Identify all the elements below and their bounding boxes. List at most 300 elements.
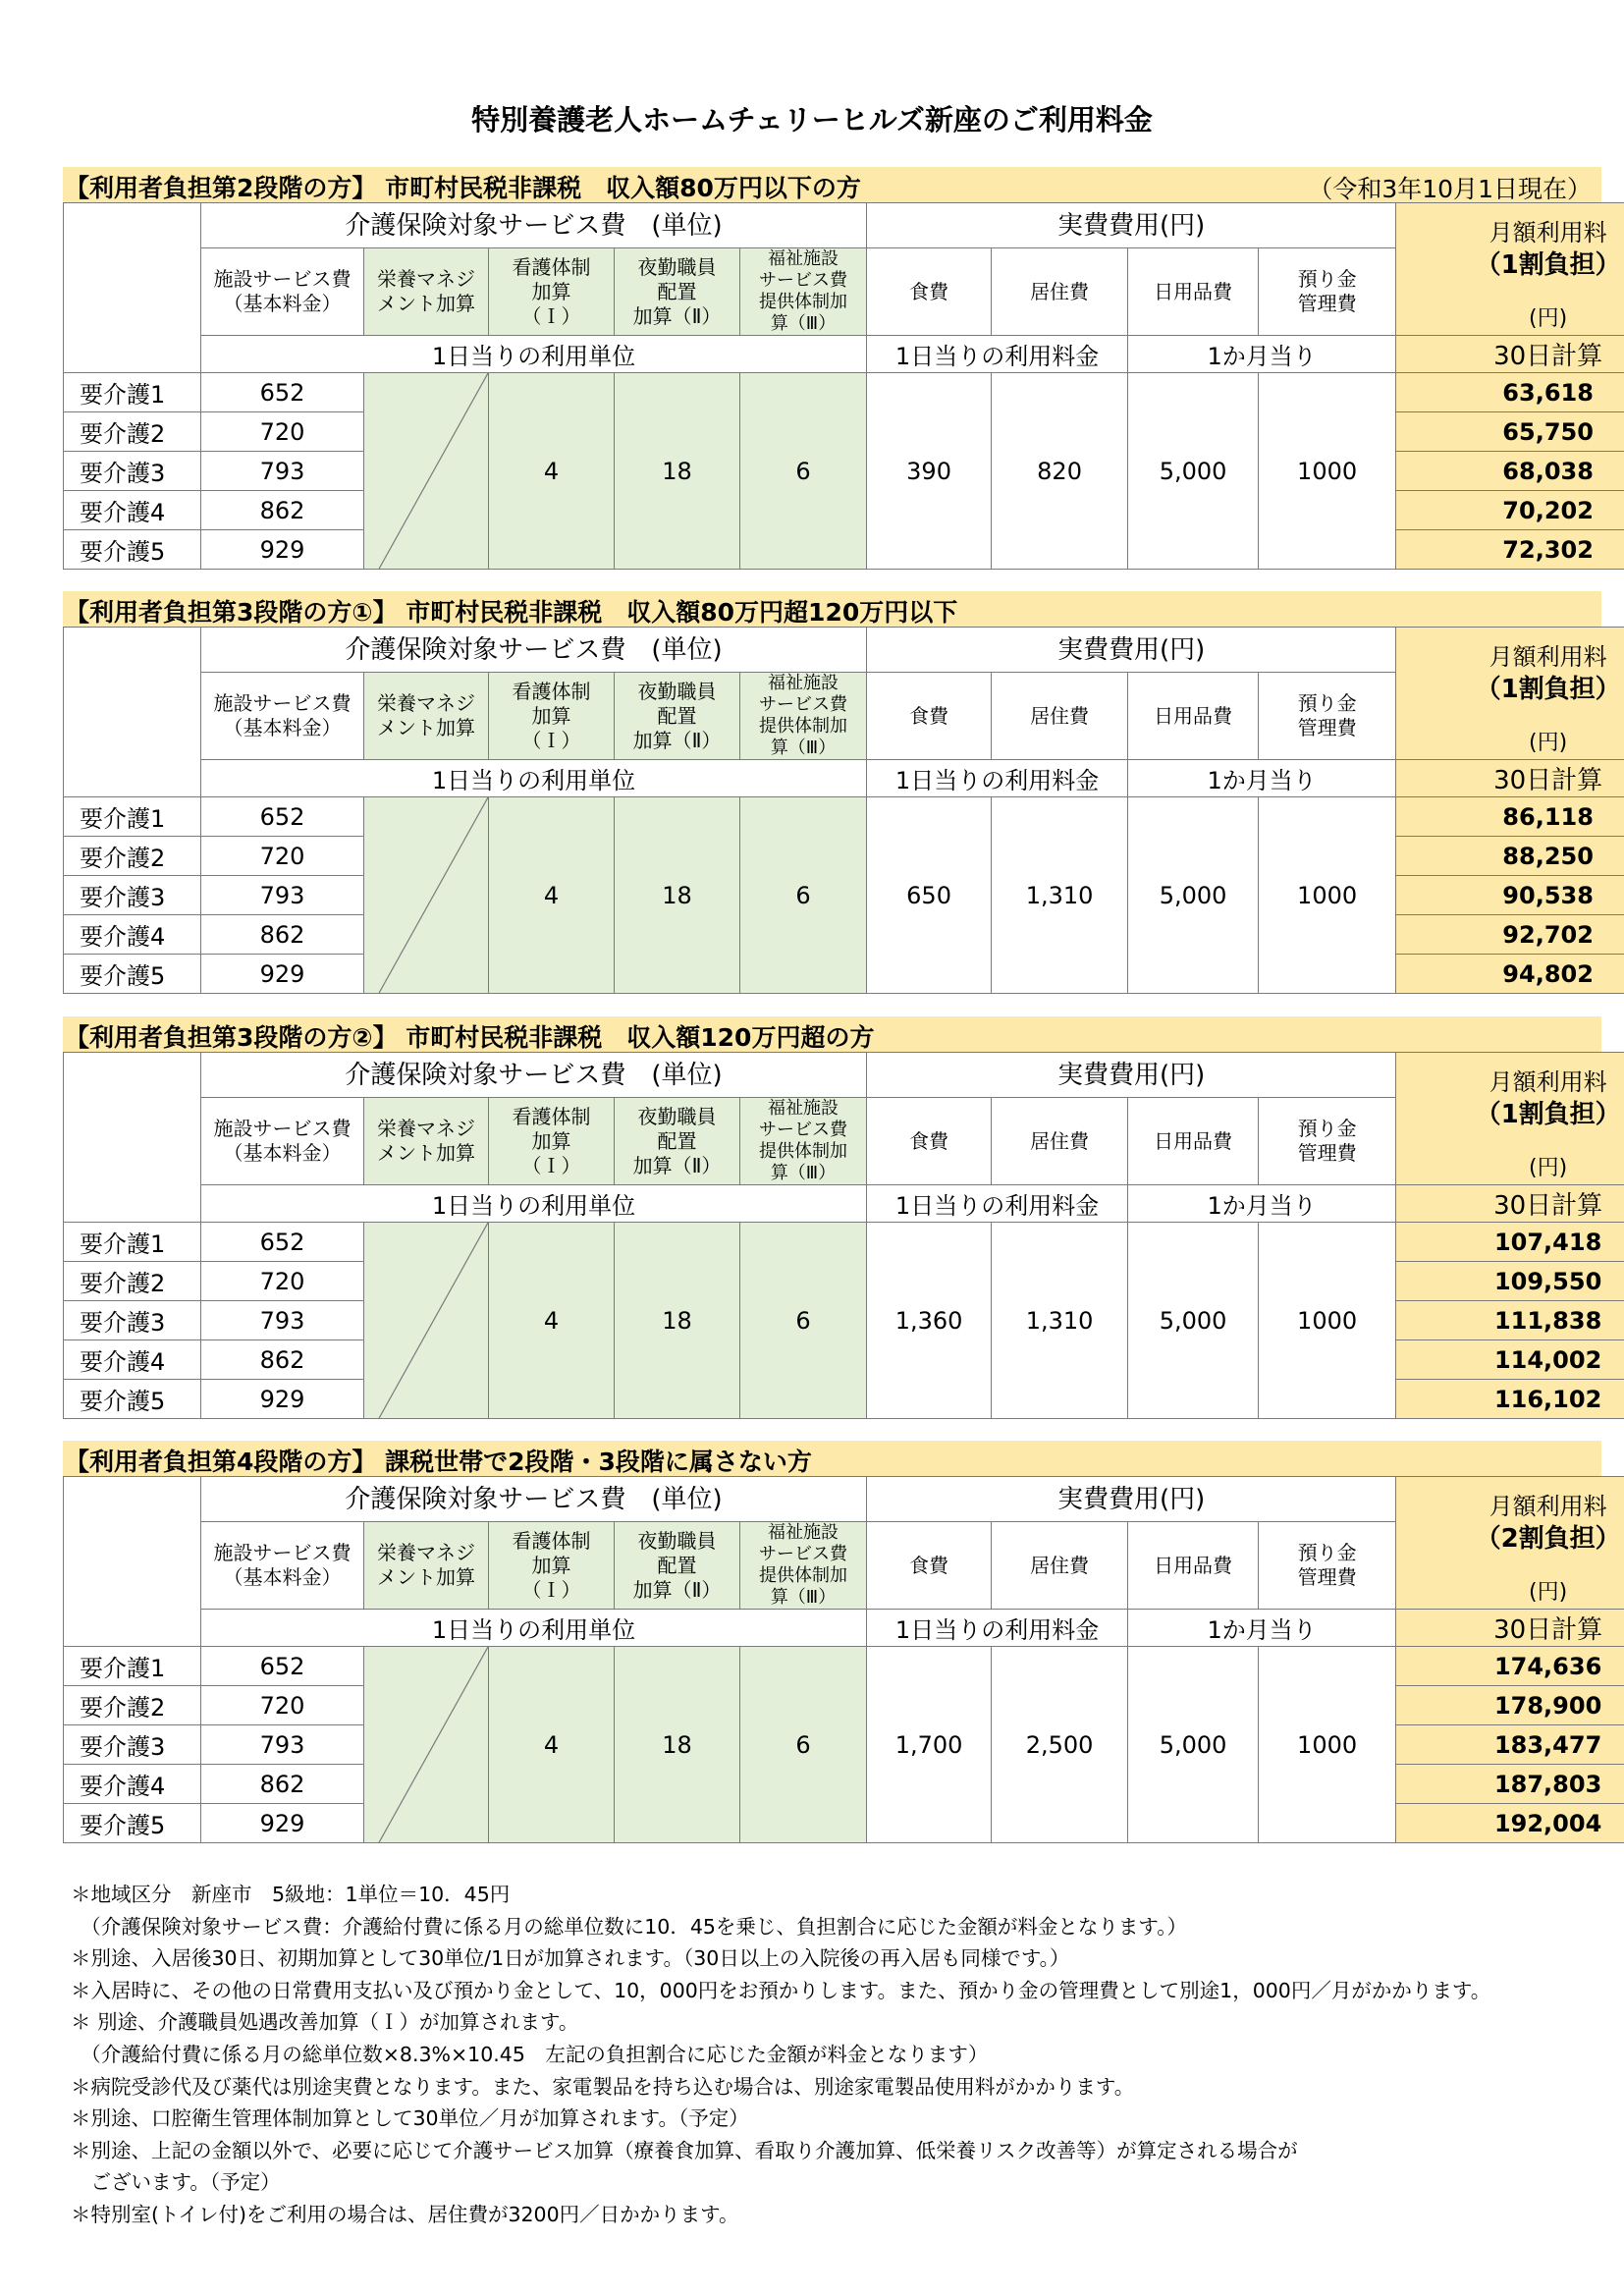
night-value: 18 (662, 881, 692, 909)
monthly-total (1396, 373, 1624, 412)
section-header-bar (63, 591, 1601, 627)
table-row (64, 797, 1624, 837)
daily-goods-fee (1128, 797, 1259, 994)
base-units-cell (201, 876, 364, 915)
care-level (64, 1380, 201, 1419)
burden-ratio: （1割負担） (1475, 1100, 1621, 1129)
col-facility-label: 施設サービス費 (213, 267, 352, 291)
food-fee (867, 797, 992, 994)
base-units-cell (201, 1223, 364, 1262)
care-level (64, 1765, 201, 1804)
col-food-label: 食費 (909, 703, 949, 728)
section-header-bar (63, 1016, 1601, 1052)
col-facility-service (201, 673, 364, 760)
per-day-fee-label: 1日当りの利用料金 (894, 1616, 1100, 1644)
col-food (867, 1098, 992, 1185)
col-daily-goods (1128, 1098, 1259, 1185)
residence-fee (992, 797, 1128, 994)
per-month-label: 1か月当り (1207, 1192, 1317, 1220)
welfare-units (740, 373, 867, 570)
base-units-value: 720 (259, 1691, 305, 1720)
table-row (64, 1647, 1624, 1686)
col-night-label: 夜勤職員 (637, 254, 717, 279)
daily-goods-value: 5,000 (1159, 1306, 1227, 1335)
col-daily-goods-label: 日用品費 (1154, 279, 1233, 303)
fee-table (63, 202, 1624, 570)
as-of-date: （令和3年10月1日現在） (1308, 175, 1592, 203)
col-nutrition (364, 248, 489, 336)
care-level (64, 412, 201, 452)
care-level (64, 876, 201, 915)
per-day-fee-label: 1日当りの利用料金 (894, 343, 1100, 370)
yen-unit: (円) (1529, 1580, 1568, 1605)
col-residence (992, 248, 1128, 336)
care-level-label: 要介護2 (80, 1270, 166, 1297)
base-units-value: 793 (259, 881, 305, 909)
care-level-label: 要介護4 (80, 499, 166, 526)
yen-unit: (円) (1529, 306, 1568, 331)
insured-service-label: 介護保険対象サービス費 (単位) (345, 1484, 723, 1514)
col-nutrition-label: 栄養マネジ (377, 691, 475, 715)
col-nutrition (364, 673, 489, 760)
base-units-cell (201, 797, 364, 837)
blank-corner-cell (64, 203, 201, 373)
care-level-label: 要介護3 (80, 884, 166, 911)
monthly-total (1396, 1725, 1624, 1765)
care-level (64, 1340, 201, 1380)
care-level-label: 要介護1 (80, 381, 166, 409)
diagonal-slash-icon (364, 1647, 488, 1842)
night-staff-units (615, 373, 740, 570)
residence-value: 1,310 (1025, 1306, 1094, 1335)
per-day-units-label: 1日当りの利用単位 (431, 1192, 636, 1220)
monthly-total-value: 174,636 (1493, 1652, 1602, 1680)
col-nursing-label: 加算 (531, 1553, 571, 1577)
col-nutrition (364, 1522, 489, 1610)
col-daily-goods (1128, 1522, 1259, 1610)
actual-cost-label: 実費費用(円) (1056, 634, 1206, 665)
monthly-total (1396, 876, 1624, 915)
col-deposit-label: 管理費 (1297, 1141, 1357, 1165)
col-deposit-label: 預り金 (1297, 267, 1357, 291)
care-level-label: 要介護4 (80, 1348, 166, 1376)
col-deposit-label: 管理費 (1297, 716, 1357, 739)
base-units-cell (201, 1301, 364, 1340)
monthly-total (1396, 1223, 1624, 1262)
deposit-value: 1000 (1297, 881, 1358, 909)
col-nursing-label: 看護体制 (512, 1528, 591, 1553)
care-level (64, 491, 201, 530)
col-welfare-label: 算（Ⅲ） (770, 1163, 837, 1183)
burden-ratio: （1割負担） (1475, 250, 1621, 280)
actual-cost-header (867, 203, 1396, 248)
col-facility-label: 施設サービス費 (213, 691, 352, 715)
monthly-fee-label: 月額利用料 (1489, 1493, 1607, 1520)
blank-corner-cell (64, 1477, 201, 1647)
col-welfare-label: サービス費 (759, 694, 848, 715)
col-night-label: 加算（Ⅱ） (632, 303, 722, 328)
daily-goods-fee (1128, 1223, 1259, 1419)
deposit-mgmt-fee (1259, 1223, 1396, 1419)
col-deposit-label: 預り金 (1297, 1117, 1357, 1140)
daily-goods-value: 5,000 (1159, 457, 1227, 485)
thirty-day-header (1396, 760, 1624, 797)
per-month-header (1128, 336, 1396, 373)
monthly-total-value: 88,250 (1502, 842, 1594, 870)
food-value: 1,700 (894, 1730, 963, 1759)
care-level-label: 要介護1 (80, 1230, 166, 1258)
care-level-label: 要介護5 (80, 962, 166, 990)
per-day-fee-header (867, 1185, 1128, 1223)
col-nutrition-label: メント加算 (377, 1141, 475, 1165)
insured-service-header (201, 1477, 867, 1522)
care-level (64, 1686, 201, 1725)
monthly-total (1396, 797, 1624, 837)
note-line: ＊地域区分 新座市 5級地：1単位＝10．45円 (71, 1883, 511, 1906)
col-night-label: 加算（Ⅱ） (632, 1577, 722, 1602)
care-level-label: 要介護2 (80, 420, 166, 448)
food-value: 390 (906, 457, 951, 485)
fee-table (63, 1052, 1624, 1419)
care-level-label: 要介護2 (80, 1694, 166, 1722)
section-title: 【利用者負担第3段階の方①】 市町村民税非課税 収入額80万円超120万円以下 (65, 598, 958, 627)
per-day-units-header (201, 336, 867, 373)
col-nutrition-label: 栄養マネジ (377, 267, 475, 291)
col-nursing-label: （Ｉ） (521, 1577, 581, 1602)
note-line: （介護給付費に係る月の総単位数×8.3%×10.45 左記の負担割合に応じた金額が料金となります） (71, 2042, 989, 2066)
col-nursing-label: 加算 (531, 703, 571, 728)
monthly-fee-header (1396, 1477, 1624, 1610)
monthly-total-value: 116,102 (1493, 1385, 1602, 1413)
food-fee (867, 1223, 992, 1419)
welfare-value: 6 (795, 457, 811, 485)
col-facility-service (201, 1098, 364, 1185)
base-units-cell (201, 1380, 364, 1419)
blank-corner-cell (64, 1053, 201, 1223)
deposit-mgmt-fee (1259, 1647, 1396, 1843)
col-welfare (740, 1522, 867, 1610)
care-level (64, 1262, 201, 1301)
monthly-total-value: 107,418 (1493, 1228, 1602, 1256)
monthly-total (1396, 1686, 1624, 1725)
base-units-value: 862 (259, 1770, 305, 1798)
col-welfare-label: 算（Ⅲ） (770, 738, 837, 758)
col-welfare-label: サービス費 (759, 1120, 848, 1140)
nutrition-not-applicable (364, 797, 489, 994)
col-nursing (489, 1098, 615, 1185)
care-level-label: 要介護3 (80, 1733, 166, 1761)
monthly-total-value: 192,004 (1493, 1809, 1602, 1837)
nursing-value: 4 (543, 1730, 560, 1759)
per-day-units-header (201, 1185, 867, 1223)
monthly-total-value: 183,477 (1493, 1730, 1602, 1759)
base-units-cell (201, 837, 364, 876)
col-daily-goods (1128, 673, 1259, 760)
col-nursing (489, 673, 615, 760)
note-line: ＊ 別途、介護職員処遇改善加算（Ｉ）が加算されます。 (71, 2010, 579, 2035)
welfare-value: 6 (795, 881, 811, 909)
burden-ratio: （1割負担） (1475, 675, 1621, 704)
monthly-total-value: 68,038 (1502, 457, 1594, 485)
table-row (64, 373, 1624, 412)
base-units-cell (201, 373, 364, 412)
col-deposit-mgmt (1259, 248, 1396, 336)
base-units-value: 720 (259, 842, 305, 870)
night-staff-units (615, 797, 740, 994)
per-day-units-label: 1日当りの利用単位 (431, 343, 636, 370)
thirty-day-header (1396, 1610, 1624, 1647)
section-header-bar (63, 167, 1601, 202)
col-facility-label: 施設サービス費 (213, 1117, 352, 1140)
care-level (64, 373, 201, 412)
fee-table (63, 627, 1624, 994)
section-title: 【利用者負担第4段階の方】 課税世帯で2段階・3段階に属さない方 (65, 1448, 812, 1476)
diagonal-slash-icon (364, 797, 488, 993)
thirty-day-label: 30日計算 (1493, 1191, 1603, 1221)
insured-service-header (201, 203, 867, 248)
col-food (867, 673, 992, 760)
monthly-total-value: 187,803 (1493, 1770, 1602, 1798)
col-deposit-label: 管理費 (1297, 1565, 1357, 1589)
blank-corner-cell (64, 628, 201, 797)
insured-service-header (201, 628, 867, 673)
base-units-cell (201, 1804, 364, 1843)
yen-unit: (円) (1529, 731, 1568, 755)
col-facility-label: （基本料金） (223, 292, 342, 315)
care-level (64, 1804, 201, 1843)
monthly-total-value: 109,550 (1493, 1267, 1602, 1295)
note-line: ＊別途、口腔衛生管理体制加算として30単位／月が加算されます。（予定） (71, 2106, 749, 2131)
nutrition-not-applicable (364, 373, 489, 570)
per-month-label: 1か月当り (1207, 1616, 1317, 1644)
care-level (64, 915, 201, 955)
col-welfare (740, 1098, 867, 1185)
col-residence-label: 居住費 (1030, 703, 1090, 728)
residence-value: 820 (1037, 457, 1082, 485)
note-line: ＊病院受診代及び薬代は別途実費となります。また、家電製品を持ち込む場合は、別途家電製品使用料がかかります。 (71, 2074, 1135, 2099)
per-day-units-label: 1日当りの利用単位 (431, 1616, 636, 1644)
table-row (64, 1223, 1624, 1262)
col-welfare-label: 福祉施設 (768, 673, 839, 693)
base-units-cell (201, 1725, 364, 1765)
monthly-total (1396, 1380, 1624, 1419)
base-units-value: 793 (259, 1730, 305, 1759)
col-deposit-label: 預り金 (1297, 691, 1357, 715)
note-line: （介護保険対象サービス費：介護給付費に係る月の総単位数に10．45を乗じ、負担割合に応じた金額が料金となります。） (71, 1914, 1188, 1939)
thirty-day-header (1396, 336, 1624, 373)
col-night-label: 夜勤職員 (637, 1528, 717, 1553)
daily-goods-value: 5,000 (1159, 881, 1227, 909)
care-level (64, 530, 201, 570)
col-nutrition-label: メント加算 (377, 292, 475, 315)
actual-cost-label: 実費費用(円) (1056, 1484, 1206, 1514)
actual-cost-header (867, 1477, 1396, 1522)
col-welfare (740, 673, 867, 760)
monthly-total-value: 111,838 (1493, 1306, 1602, 1335)
base-units-cell (201, 1765, 364, 1804)
notes (71, 1879, 1602, 2231)
monthly-total (1396, 1340, 1624, 1380)
section-title: 【利用者負担第2段階の方】 市町村民税非課税 収入額80万円以下の方 (65, 174, 861, 202)
col-welfare-label: 福祉施設 (768, 1098, 839, 1119)
col-residence (992, 1098, 1128, 1185)
care-level (64, 1725, 201, 1765)
deposit-value: 1000 (1297, 1730, 1358, 1759)
night-staff-units (615, 1647, 740, 1843)
col-food-label: 食費 (909, 1553, 949, 1577)
base-units-cell (201, 412, 364, 452)
thirty-day-label: 30日計算 (1493, 342, 1603, 371)
base-units-value: 929 (259, 1385, 305, 1413)
base-units-value: 862 (259, 920, 305, 949)
base-units-cell (201, 915, 364, 955)
note-line: ＊別途、上記の金額以外で、必要に応じて介護サービス加算（療養食加算、看取り介護加算、低栄養リスク改善等）が算定される場合が (71, 2138, 1298, 2162)
col-nutrition-label: 栄養マネジ (377, 1117, 475, 1140)
nursing-value: 4 (543, 881, 560, 909)
nursing-units (489, 797, 615, 994)
base-units-value: 929 (259, 959, 305, 988)
col-residence-label: 居住費 (1030, 1553, 1090, 1577)
monthly-total (1396, 491, 1624, 530)
base-units-value: 720 (259, 417, 305, 446)
col-deposit-label: 預り金 (1297, 1541, 1357, 1564)
base-units-value: 720 (259, 1267, 305, 1295)
monthly-fee-header (1396, 203, 1624, 336)
residence-value: 2,500 (1025, 1730, 1094, 1759)
col-nutrition-label: メント加算 (377, 1565, 475, 1589)
insured-service-label: 介護保険対象サービス費 (単位) (345, 634, 723, 665)
care-level (64, 797, 201, 837)
col-deposit-label: 管理費 (1297, 292, 1357, 315)
col-food-label: 食費 (909, 279, 949, 303)
col-night-label: 加算（Ⅱ） (632, 728, 722, 752)
night-value: 18 (662, 1306, 692, 1335)
col-daily-goods-label: 日用品費 (1154, 1553, 1233, 1577)
col-residence (992, 673, 1128, 760)
monthly-total-value: 178,900 (1493, 1691, 1602, 1720)
night-value: 18 (662, 457, 692, 485)
monthly-total-value: 72,302 (1502, 535, 1594, 564)
monthly-total (1396, 1804, 1624, 1843)
welfare-units (740, 1647, 867, 1843)
col-welfare-label: サービス費 (759, 270, 848, 291)
per-month-header (1128, 760, 1396, 797)
col-welfare-label: サービス費 (759, 1544, 848, 1564)
nursing-value: 4 (543, 457, 560, 485)
monthly-fee-header (1396, 628, 1624, 760)
nutrition-not-applicable (364, 1223, 489, 1419)
care-level-label: 要介護3 (80, 1309, 166, 1337)
welfare-units (740, 797, 867, 994)
thirty-day-label: 30日計算 (1493, 766, 1603, 795)
deposit-mgmt-fee (1259, 797, 1396, 994)
col-welfare-label: 福祉施設 (768, 248, 839, 269)
monthly-total-value: 92,702 (1502, 920, 1594, 949)
monthly-total-value: 90,538 (1502, 881, 1594, 909)
col-welfare-label: 算（Ⅲ） (770, 1587, 837, 1608)
per-day-fee-header (867, 1610, 1128, 1647)
per-day-units-header (201, 1610, 867, 1647)
monthly-total (1396, 837, 1624, 876)
base-units-cell (201, 452, 364, 491)
base-units-value: 793 (259, 1306, 305, 1335)
monthly-total (1396, 530, 1624, 570)
col-night-staff (615, 248, 740, 336)
base-units-value: 929 (259, 1809, 305, 1837)
nursing-units (489, 1647, 615, 1843)
col-night-staff (615, 1098, 740, 1185)
insured-service-label: 介護保険対象サービス費 (単位) (345, 1060, 723, 1090)
actual-cost-label: 実費費用(円) (1056, 210, 1206, 241)
base-units-cell (201, 955, 364, 994)
col-facility-service (201, 1522, 364, 1610)
care-level (64, 452, 201, 491)
welfare-value: 6 (795, 1306, 811, 1335)
deposit-value: 1000 (1297, 1306, 1358, 1335)
monthly-total-value: 86,118 (1502, 802, 1594, 831)
thirty-day-header (1396, 1185, 1624, 1223)
base-units-cell (201, 530, 364, 570)
food-fee (867, 373, 992, 570)
col-nursing-label: 看護体制 (512, 1104, 591, 1128)
col-food-label: 食費 (909, 1128, 949, 1153)
residence-fee (992, 373, 1128, 570)
col-night-label: 配置 (657, 1128, 697, 1153)
care-level (64, 1301, 201, 1340)
actual-cost-header (867, 1053, 1396, 1098)
care-level (64, 1647, 201, 1686)
care-level-label: 要介護3 (80, 460, 166, 487)
col-nursing-label: 加算 (531, 279, 571, 303)
monthly-fee-label: 月額利用料 (1489, 643, 1607, 671)
care-level-label: 要介護5 (80, 1812, 166, 1839)
col-welfare-label: 提供体制加 (759, 292, 848, 312)
section-title: 【利用者負担第3段階の方②】 市町村民税非課税 収入額120万円超の方 (65, 1023, 875, 1052)
col-night-label: 加算（Ⅱ） (632, 1153, 722, 1177)
yen-unit: (円) (1529, 1156, 1568, 1180)
per-day-fee-label: 1日当りの利用料金 (894, 767, 1100, 794)
care-level (64, 837, 201, 876)
monthly-total (1396, 1262, 1624, 1301)
daily-goods-fee (1128, 1647, 1259, 1843)
monthly-total (1396, 1765, 1624, 1804)
monthly-total (1396, 452, 1624, 491)
base-units-cell (201, 1262, 364, 1301)
col-nutrition-label: 栄養マネジ (377, 1541, 475, 1564)
daily-goods-fee (1128, 373, 1259, 570)
col-facility-label: 施設サービス費 (213, 1541, 352, 1564)
monthly-total-value: 65,750 (1502, 417, 1594, 446)
residence-fee (992, 1647, 1128, 1843)
monthly-fee-label: 月額利用料 (1489, 1068, 1607, 1096)
col-welfare-label: 提供体制加 (759, 1141, 848, 1162)
deposit-value: 1000 (1297, 457, 1358, 485)
care-level-label: 要介護1 (80, 1655, 166, 1682)
per-day-units-label: 1日当りの利用単位 (431, 767, 636, 794)
food-fee (867, 1647, 992, 1843)
col-welfare-label: 福祉施設 (768, 1522, 839, 1543)
care-level (64, 955, 201, 994)
monthly-total (1396, 412, 1624, 452)
per-month-label: 1か月当り (1207, 343, 1317, 370)
col-residence (992, 1522, 1128, 1610)
food-value: 650 (906, 881, 951, 909)
welfare-units (740, 1223, 867, 1419)
monthly-total-value: 114,002 (1493, 1345, 1602, 1374)
base-units-value: 929 (259, 535, 305, 564)
col-night-label: 配置 (657, 279, 697, 303)
insured-service-label: 介護保険対象サービス費 (単位) (345, 210, 723, 241)
